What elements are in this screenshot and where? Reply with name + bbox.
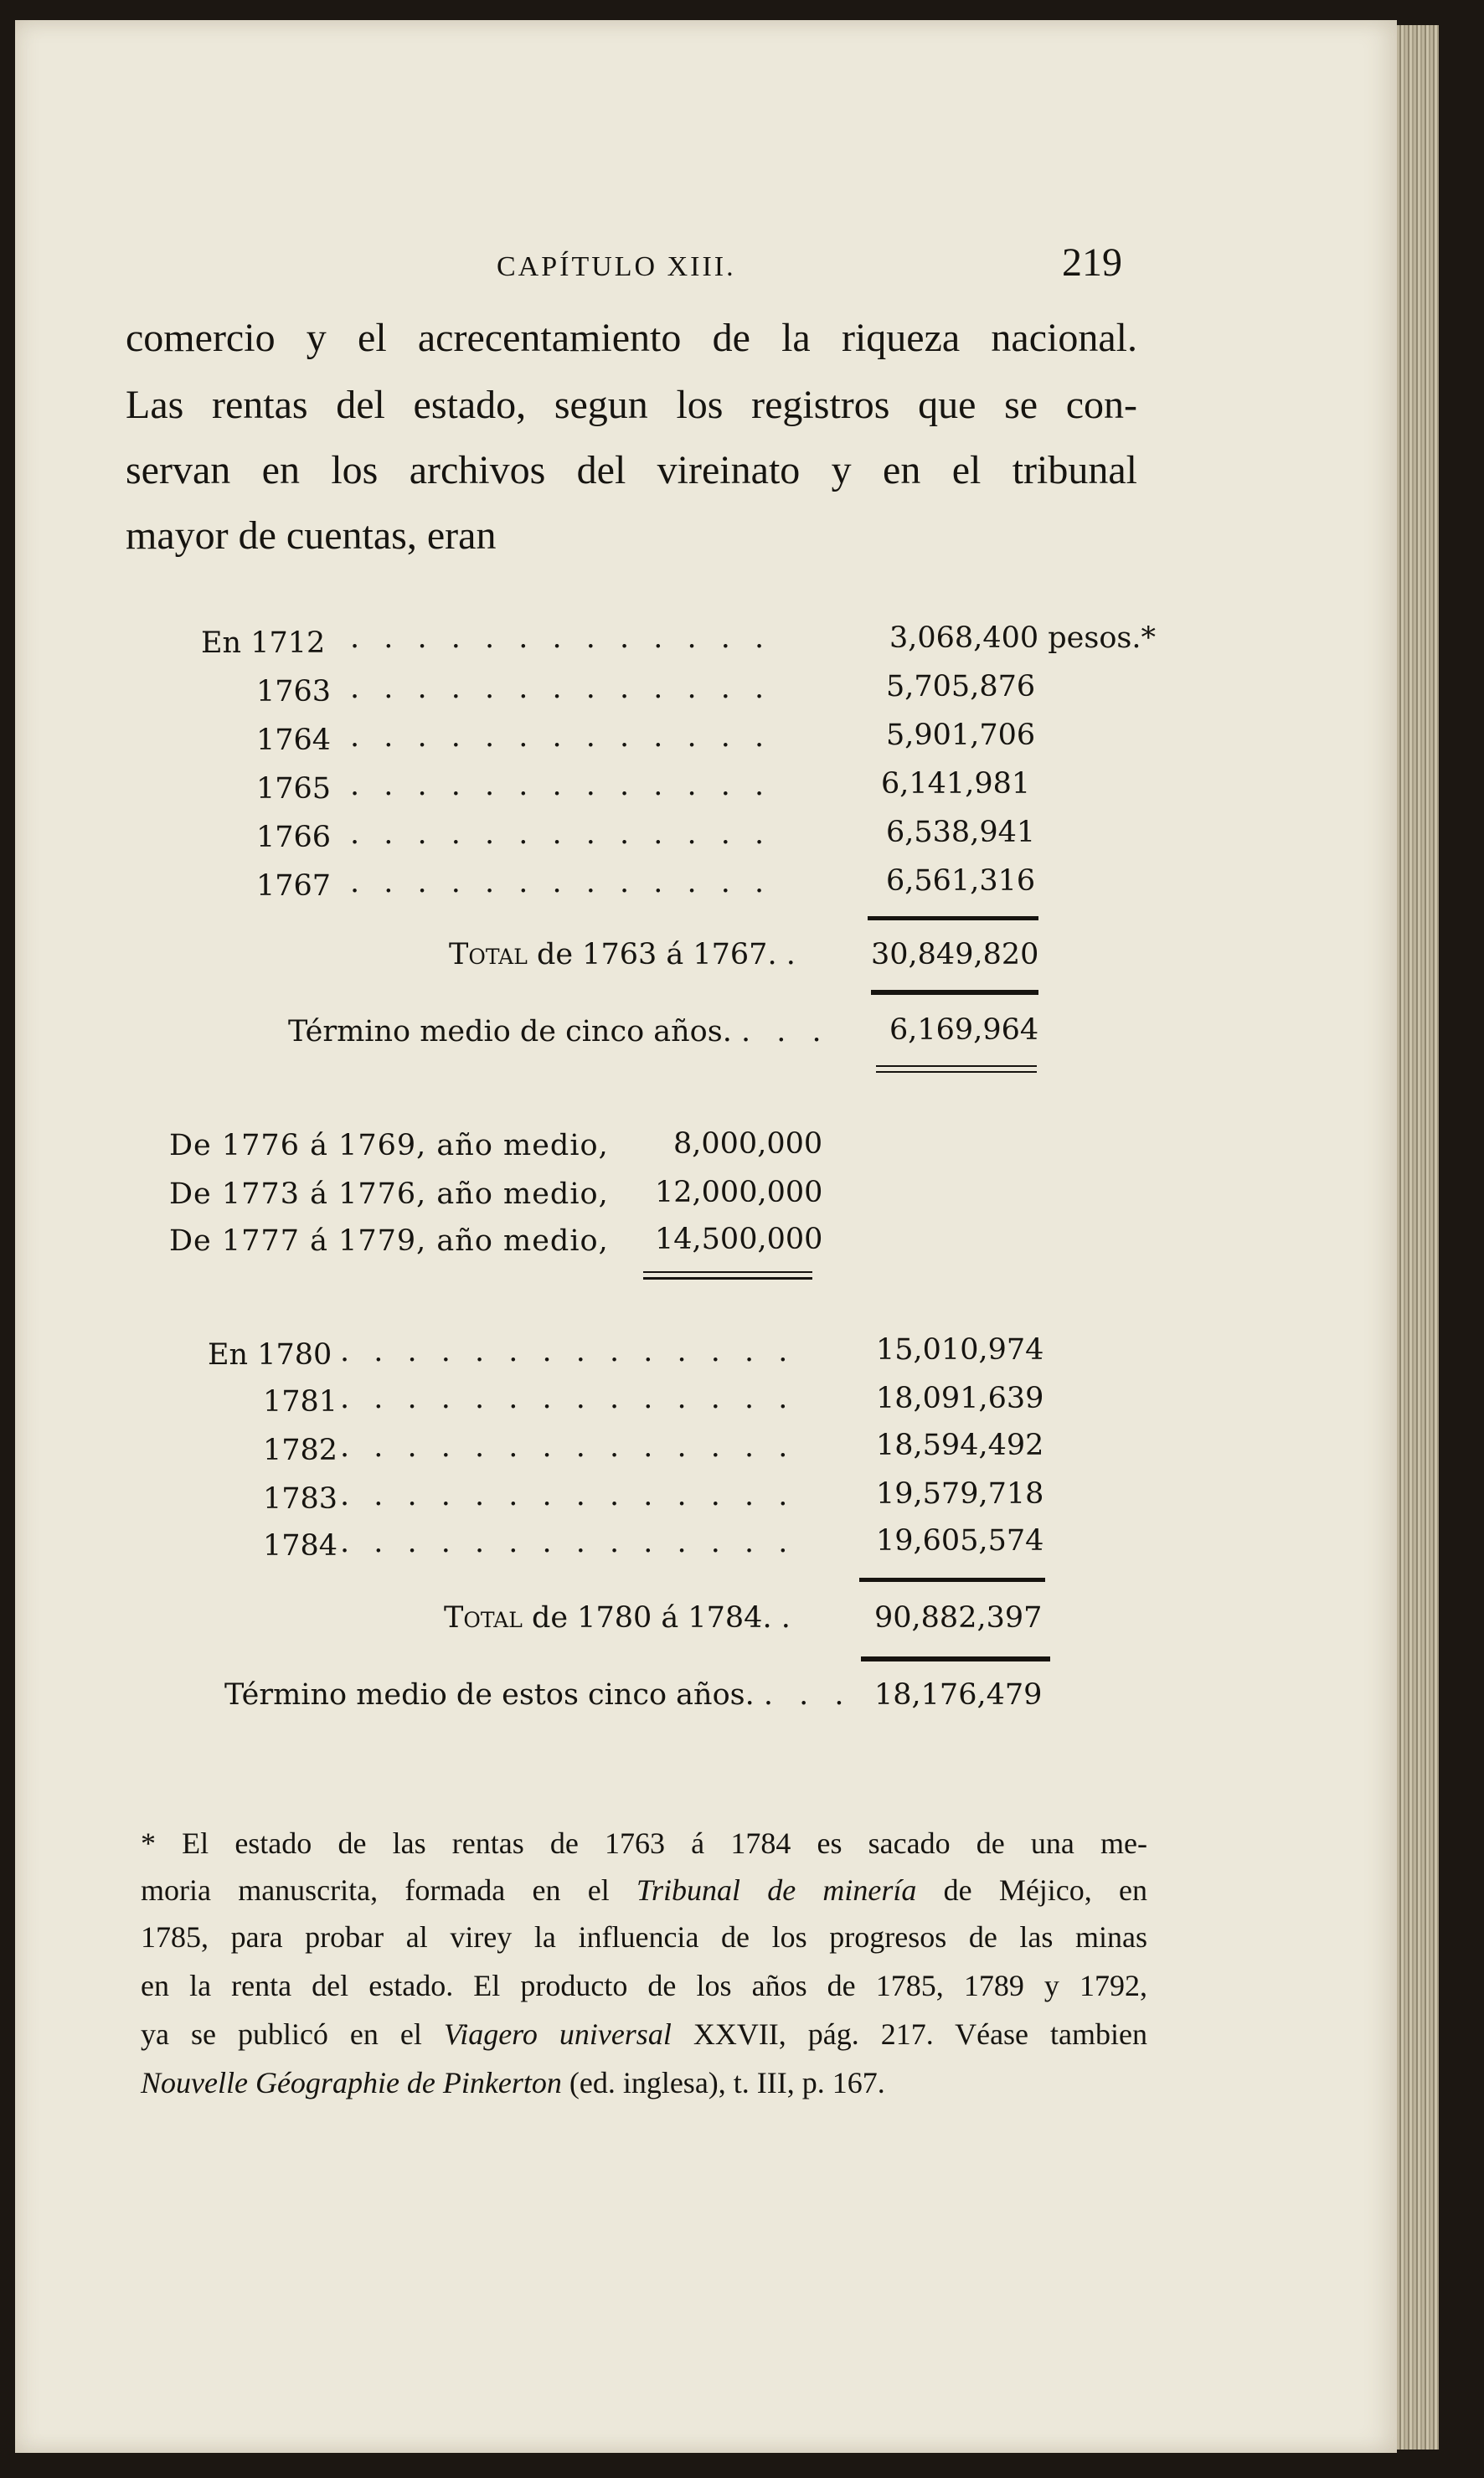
footnote-line-1: * El estado de las rentas de 1763 á 1784 es sacado de una me- bbox=[141, 1826, 1147, 1860]
sum-rule bbox=[861, 1656, 1050, 1661]
table-row-value: 18,594,492 bbox=[876, 1429, 1044, 1462]
average-value: 6,169,964 bbox=[889, 1013, 1039, 1047]
table-row-year: En 1780 bbox=[208, 1338, 332, 1372]
table-row-value: 5,705,876 bbox=[886, 670, 1036, 703]
dot-leader: . . . . . . . . . . . . . . bbox=[340, 1526, 796, 1559]
total-label: Total de 1780 á 1784. . bbox=[444, 1601, 797, 1635]
page-number: 219 bbox=[1062, 240, 1122, 285]
total-label: Total de 1763 á 1767. . bbox=[449, 938, 802, 971]
footnote-line-2: moria manuscrita, formada en el Tribunal de minería de Méjico, en bbox=[141, 1873, 1147, 1907]
average-label: Término medio de cinco años. . . . bbox=[288, 1015, 830, 1048]
body-line-1: comercio y el acrecentamiento de la riqueza nacional. bbox=[126, 316, 1137, 360]
dot-leader: . . . . . . . . . . . . . bbox=[350, 672, 772, 705]
range-label: De 1777 á 1779, año medio, bbox=[169, 1224, 609, 1258]
dot-leader: . . . . . . . . . . . . . bbox=[350, 769, 772, 802]
double-rule bbox=[876, 1071, 1037, 1073]
dot-leader: . . . . . . . . . . . . . bbox=[350, 866, 772, 899]
range-value: 8,000,000 bbox=[673, 1127, 823, 1161]
range-value: 14,500,000 bbox=[655, 1223, 823, 1256]
table-row-year: 1764 bbox=[256, 724, 332, 757]
double-rule bbox=[876, 1065, 1037, 1067]
dot-leader: . . . . . . . . . . . . . bbox=[350, 720, 772, 754]
table-row-value: 19,605,574 bbox=[876, 1524, 1044, 1558]
footnote-line-6: Nouvelle Géographie de Pinkerton (ed. inglesa), t. III, p. 167. bbox=[141, 2066, 885, 2099]
table-row-value: 18,091,639 bbox=[876, 1382, 1044, 1415]
table-row-value: 15,010,974 bbox=[876, 1333, 1044, 1367]
footnote-line-4: en la renta del estado. El producto de los años de 1785, 1789 y 1792, bbox=[141, 1969, 1147, 2002]
sum-rule bbox=[859, 1578, 1045, 1582]
table-row-year: En 1712 bbox=[201, 626, 326, 660]
dot-leader: . . . . . . . . . . . . . bbox=[350, 817, 772, 851]
table-row-value: 5,901,706 bbox=[886, 719, 1036, 752]
body-line-2: Las rentas del estado, segun los registros que se con- bbox=[126, 383, 1137, 427]
table-row-year: 1766 bbox=[256, 821, 332, 854]
double-rule bbox=[643, 1271, 812, 1273]
table-row-value: 19,579,718 bbox=[876, 1477, 1044, 1511]
table-row-year: 1783 bbox=[263, 1482, 338, 1516]
table-row-year: 1765 bbox=[256, 772, 332, 806]
table-row-year: 1781 bbox=[263, 1385, 338, 1419]
table-row-year: 1782 bbox=[263, 1434, 338, 1467]
footnote-line-3: 1785, para probar al virey la influencia de los progresos de las minas bbox=[141, 1920, 1147, 1954]
table-row-value: 6,561,316 bbox=[886, 864, 1036, 898]
running-title: CAPÍTULO XIII. bbox=[497, 251, 736, 282]
table-row-year: 1767 bbox=[256, 869, 332, 903]
range-label: De 1773 á 1776, año medio, bbox=[169, 1177, 609, 1211]
range-value: 12,000,000 bbox=[655, 1176, 823, 1209]
page-edges bbox=[1397, 25, 1439, 2450]
table-row-year: 1784 bbox=[263, 1529, 338, 1563]
total-value: 90,882,397 bbox=[874, 1601, 1043, 1635]
double-rule bbox=[643, 1277, 812, 1280]
total-value: 30,849,820 bbox=[871, 938, 1039, 971]
average-label: Término medio de estos cinco años. . . . bbox=[224, 1678, 853, 1712]
range-label: De 1776 á 1769, año medio, bbox=[169, 1129, 609, 1162]
table-row-value: 3,068,400 pesos.* bbox=[889, 621, 1156, 655]
table-row-value: 6,141,981 bbox=[881, 767, 1031, 801]
body-line-4: mayor de cuentas, eran bbox=[126, 513, 497, 558]
footnote-line-5: ya se publicó en el Viagero universal XXVII, pág. 217. Véase tambien bbox=[141, 2017, 1147, 2051]
dot-leader: . . . . . . . . . . . . . bbox=[350, 621, 772, 655]
sum-rule bbox=[871, 990, 1038, 995]
body-line-3: servan en los archivos del vireinato y en el tribunal bbox=[126, 448, 1137, 492]
table-row-year: 1763 bbox=[256, 675, 332, 708]
dot-leader: . . . . . . . . . . . . . . bbox=[340, 1479, 796, 1512]
sum-rule bbox=[868, 916, 1038, 920]
table-row-value: 6,538,941 bbox=[886, 816, 1036, 849]
dot-leader: . . . . . . . . . . . . . . bbox=[340, 1430, 796, 1464]
average-value: 18,176,479 bbox=[874, 1678, 1043, 1712]
dot-leader: . . . . . . . . . . . . . . bbox=[340, 1382, 796, 1415]
dot-leader: . . . . . . . . . . . . . . bbox=[340, 1335, 796, 1368]
